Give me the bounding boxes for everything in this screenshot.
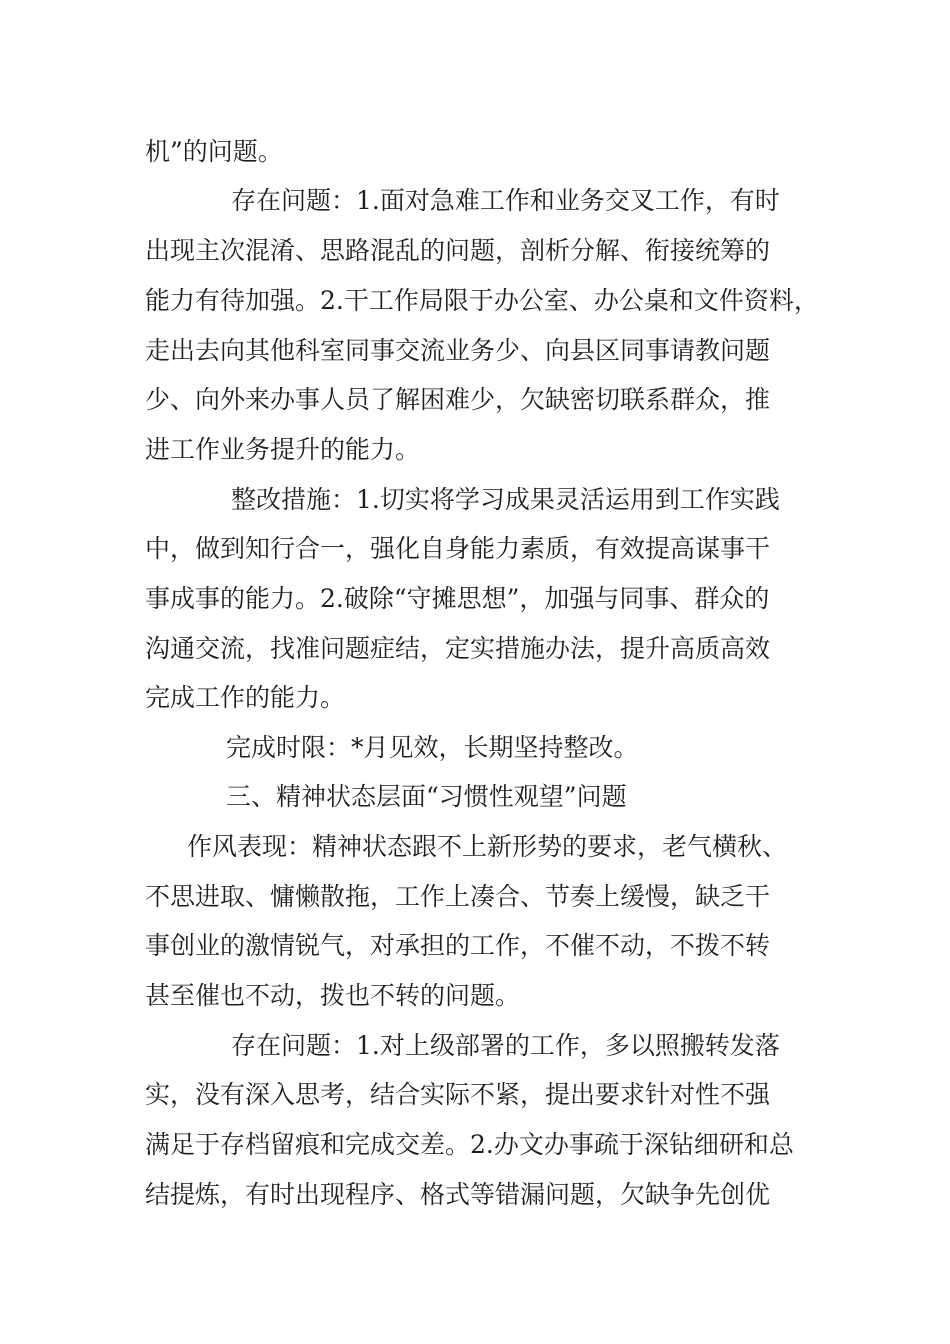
section-heading: 三、精神状态层面“习惯性观望”问题 <box>226 782 627 811</box>
text-line: 不思进取、慵懒散拖，工作上凑合、节奏上缓慢，缺乏干 <box>145 882 771 911</box>
text-line: 存在问题：1.对上级部署的工作，多以照搬转发落 <box>231 1031 780 1060</box>
text-line: 事成事的能力。2.破除“守摊思想”，加强与同事、群众的 <box>145 584 770 613</box>
text-line: 沟通交流，找准问题症结，定实措施办法，提升高质高效 <box>145 634 771 663</box>
text-line: 完成工作的能力。 <box>145 683 346 712</box>
text-line: 走出去向其他科室同事交流业务少、向县区同事请教问题 <box>145 336 771 365</box>
text-line: 机”的问题。 <box>145 137 283 166</box>
text-line: 少、向外来办事人员了解困难少，欠缺密切联系群众，推 <box>145 385 771 414</box>
text-line: 出现主次混淆、思路混乱的问题，剖析分解、衔接统筹的 <box>145 236 771 265</box>
text-line: 作风表现：精神状态跟不上新形势的要求，老气横秋、 <box>187 832 788 861</box>
text-line: 结提炼，有时出现程序、格式等错漏问题，欠缺争先创优 <box>145 1180 771 1209</box>
text-line: 满足于存档留痕和完成交差。2.办文办事疏于深钻细研和总 <box>145 1130 794 1159</box>
text-line: 能力有待加强。2.干工作局限于办公室、办公桌和文件资料， <box>145 286 819 315</box>
text-line: 事创业的激情锐气，对承担的工作，不催不动，不拨不转 <box>145 931 771 960</box>
text-line: 中，做到知行合一，强化自身能力素质，有效提高谋事干 <box>145 534 771 563</box>
text-line: 完成时限：*月见效，长期坚持整改。 <box>226 733 639 762</box>
text-line: 存在问题：1.面对急难工作和业务交叉工作，有时 <box>231 186 780 215</box>
text-line: 实，没有深入思考，结合实际不紧，提出要求针对性不强 <box>145 1080 771 1109</box>
text-line: 进工作业务提升的能力。 <box>145 435 421 464</box>
text-line: 整改措施：1.切实将学习成果灵活运用到工作实践 <box>231 485 780 514</box>
text-line: 甚至催也不动，拨也不转的问题。 <box>145 981 521 1010</box>
